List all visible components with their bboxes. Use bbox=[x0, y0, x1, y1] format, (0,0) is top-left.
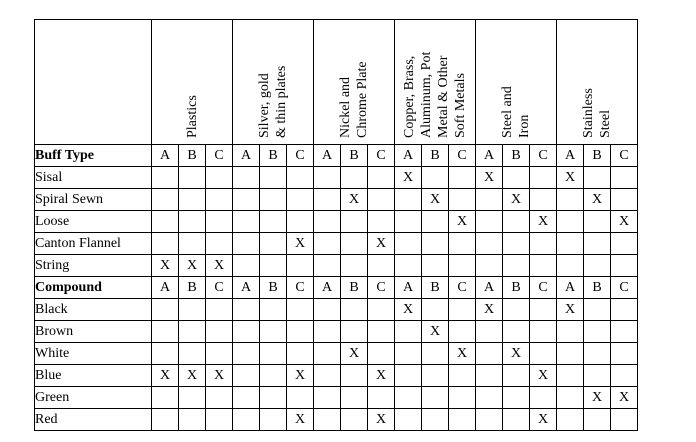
table-cell bbox=[395, 189, 422, 211]
grade-header-cell: B bbox=[503, 277, 530, 299]
table-cell bbox=[341, 233, 368, 255]
header-corner bbox=[35, 20, 152, 145]
table-cell: X bbox=[179, 365, 206, 387]
buff-compound-table bbox=[34, 19, 638, 431]
grade-header-cell: A bbox=[476, 145, 503, 167]
table-cell bbox=[611, 299, 638, 321]
table-cell bbox=[233, 387, 260, 409]
table-cell: X bbox=[179, 255, 206, 277]
table-cell bbox=[611, 255, 638, 277]
table-cell bbox=[314, 233, 341, 255]
table-row bbox=[35, 211, 638, 233]
table-cell bbox=[584, 167, 611, 189]
material-column-header bbox=[152, 20, 233, 145]
table-cell bbox=[206, 211, 233, 233]
table-cell bbox=[206, 409, 233, 431]
grade-header-cell: B bbox=[179, 277, 206, 299]
table-cell bbox=[557, 321, 584, 343]
table-cell: X bbox=[287, 365, 314, 387]
table-cell: X bbox=[449, 211, 476, 233]
table-cell bbox=[152, 343, 179, 365]
table-cell: X bbox=[368, 233, 395, 255]
row-label: Brown bbox=[35, 321, 152, 343]
table-cell bbox=[152, 211, 179, 233]
row-label: String bbox=[35, 255, 152, 277]
table-cell bbox=[368, 211, 395, 233]
table-cell: X bbox=[584, 189, 611, 211]
table-cell bbox=[152, 387, 179, 409]
table-cell bbox=[476, 211, 503, 233]
table-cell bbox=[422, 233, 449, 255]
table-cell bbox=[314, 211, 341, 233]
table-cell bbox=[179, 299, 206, 321]
table-cell bbox=[449, 189, 476, 211]
table-cell bbox=[584, 409, 611, 431]
table-cell bbox=[260, 365, 287, 387]
table-cell bbox=[206, 299, 233, 321]
table-row bbox=[35, 167, 638, 189]
table-cell bbox=[557, 365, 584, 387]
table-cell bbox=[260, 387, 287, 409]
table-cell: X bbox=[611, 211, 638, 233]
table-cell bbox=[503, 299, 530, 321]
grade-header-cell: A bbox=[152, 145, 179, 167]
table-cell bbox=[530, 167, 557, 189]
table-cell: X bbox=[476, 167, 503, 189]
table-cell bbox=[287, 299, 314, 321]
grade-header-cell: C bbox=[611, 277, 638, 299]
table-cell: X bbox=[341, 189, 368, 211]
table-cell bbox=[530, 387, 557, 409]
table-cell bbox=[530, 299, 557, 321]
table-cell bbox=[557, 387, 584, 409]
table-cell bbox=[206, 167, 233, 189]
table-cell bbox=[530, 189, 557, 211]
table-cell bbox=[530, 343, 557, 365]
table-cell bbox=[611, 321, 638, 343]
table-cell bbox=[233, 167, 260, 189]
grade-header-cell: B bbox=[422, 145, 449, 167]
table-cell bbox=[287, 343, 314, 365]
grade-header-cell: B bbox=[584, 145, 611, 167]
table-cell bbox=[611, 189, 638, 211]
table-cell bbox=[611, 365, 638, 387]
table-cell: X bbox=[206, 255, 233, 277]
table-row bbox=[35, 365, 638, 387]
table-cell bbox=[557, 343, 584, 365]
table-cell bbox=[341, 409, 368, 431]
table-cell bbox=[476, 387, 503, 409]
table-cell bbox=[503, 233, 530, 255]
table-cell bbox=[530, 255, 557, 277]
table-cell bbox=[314, 189, 341, 211]
section-header-row bbox=[35, 277, 638, 299]
table-cell bbox=[233, 299, 260, 321]
table-cell bbox=[422, 365, 449, 387]
table-cell bbox=[503, 321, 530, 343]
table-cell bbox=[260, 299, 287, 321]
row-label: Red bbox=[35, 409, 152, 431]
table-cell bbox=[584, 299, 611, 321]
table-cell: X bbox=[341, 343, 368, 365]
table-cell bbox=[449, 387, 476, 409]
table-cell bbox=[449, 255, 476, 277]
table-cell bbox=[341, 299, 368, 321]
grade-header-cell: A bbox=[557, 277, 584, 299]
grade-header-cell: B bbox=[260, 277, 287, 299]
table-cell bbox=[341, 211, 368, 233]
table-cell bbox=[422, 387, 449, 409]
grade-header-cell: B bbox=[503, 145, 530, 167]
section-header-row bbox=[35, 145, 638, 167]
material-column-header bbox=[476, 20, 557, 145]
header-row bbox=[35, 20, 638, 145]
table-cell bbox=[449, 321, 476, 343]
table-cell bbox=[395, 409, 422, 431]
table-cell bbox=[503, 211, 530, 233]
table-cell bbox=[206, 233, 233, 255]
table-cell bbox=[395, 321, 422, 343]
table-cell bbox=[287, 189, 314, 211]
table-cell bbox=[476, 365, 503, 387]
table-cell bbox=[476, 409, 503, 431]
table-cell bbox=[503, 387, 530, 409]
table-cell bbox=[341, 321, 368, 343]
grade-header-cell: C bbox=[449, 277, 476, 299]
grade-header-cell: A bbox=[314, 277, 341, 299]
table-cell bbox=[449, 365, 476, 387]
grade-header-cell: C bbox=[530, 145, 557, 167]
table-cell bbox=[260, 321, 287, 343]
table-cell bbox=[152, 189, 179, 211]
table-cell bbox=[557, 409, 584, 431]
table-cell bbox=[314, 167, 341, 189]
table-cell bbox=[314, 365, 341, 387]
table-cell bbox=[233, 211, 260, 233]
grade-header-cell: A bbox=[395, 145, 422, 167]
table-row bbox=[35, 255, 638, 277]
table-row bbox=[35, 343, 638, 365]
table-cell bbox=[233, 189, 260, 211]
table-cell bbox=[152, 299, 179, 321]
table-row bbox=[35, 233, 638, 255]
material-label: Silver, gold & thin plates bbox=[257, 65, 289, 138]
table-cell: X bbox=[557, 167, 584, 189]
table-cell bbox=[179, 343, 206, 365]
table-cell bbox=[314, 255, 341, 277]
table-cell bbox=[584, 233, 611, 255]
table-cell bbox=[368, 167, 395, 189]
table-cell bbox=[314, 387, 341, 409]
row-label: Blue bbox=[35, 365, 152, 387]
table-cell bbox=[368, 189, 395, 211]
table-cell bbox=[368, 321, 395, 343]
table-cell bbox=[260, 343, 287, 365]
grade-header-cell: C bbox=[449, 145, 476, 167]
material-label: Plastics bbox=[184, 95, 200, 138]
table-cell bbox=[584, 255, 611, 277]
table-cell bbox=[395, 387, 422, 409]
table-cell bbox=[422, 409, 449, 431]
table-cell: X bbox=[530, 211, 557, 233]
table-cell bbox=[449, 167, 476, 189]
material-column-header bbox=[233, 20, 314, 145]
grade-header-cell: C bbox=[368, 277, 395, 299]
table-cell: X bbox=[287, 233, 314, 255]
table-cell bbox=[557, 189, 584, 211]
grade-header-cell: C bbox=[206, 145, 233, 167]
table-cell bbox=[503, 409, 530, 431]
table-cell bbox=[395, 255, 422, 277]
table-cell bbox=[314, 299, 341, 321]
table-cell bbox=[611, 167, 638, 189]
table-cell bbox=[368, 255, 395, 277]
table-cell bbox=[179, 409, 206, 431]
material-label: Copper, Brass, Aluminum, Pot Metal & Other Soft Metals bbox=[402, 51, 468, 138]
table-cell bbox=[584, 365, 611, 387]
table-cell bbox=[260, 409, 287, 431]
table-cell bbox=[260, 167, 287, 189]
table-cell bbox=[233, 365, 260, 387]
row-label: Green bbox=[35, 387, 152, 409]
grade-header-cell: C bbox=[368, 145, 395, 167]
table-cell bbox=[260, 211, 287, 233]
table-cell bbox=[179, 233, 206, 255]
table-cell bbox=[449, 409, 476, 431]
grade-header-cell: B bbox=[260, 145, 287, 167]
material-column-header bbox=[557, 20, 638, 145]
table-cell bbox=[341, 387, 368, 409]
row-label: Canton Flannel bbox=[35, 233, 152, 255]
grade-header-cell: A bbox=[233, 277, 260, 299]
table-cell: X bbox=[476, 299, 503, 321]
table-cell bbox=[422, 343, 449, 365]
row-label: White bbox=[35, 343, 152, 365]
table-cell bbox=[341, 255, 368, 277]
table-cell: X bbox=[287, 409, 314, 431]
table-cell bbox=[179, 321, 206, 343]
table-cell bbox=[179, 387, 206, 409]
table-cell: X bbox=[152, 365, 179, 387]
table-cell: X bbox=[368, 365, 395, 387]
table-row bbox=[35, 189, 638, 211]
table-cell bbox=[287, 167, 314, 189]
table-cell bbox=[449, 233, 476, 255]
table-cell bbox=[422, 167, 449, 189]
row-label: Sisal bbox=[35, 167, 152, 189]
table-cell: X bbox=[503, 189, 530, 211]
table-cell bbox=[287, 255, 314, 277]
grade-header-cell: B bbox=[179, 145, 206, 167]
table-cell bbox=[341, 167, 368, 189]
table-cell bbox=[233, 343, 260, 365]
table-cell bbox=[233, 233, 260, 255]
table-body bbox=[35, 145, 638, 431]
table-cell bbox=[422, 255, 449, 277]
table-cell bbox=[449, 299, 476, 321]
table-cell: X bbox=[422, 189, 449, 211]
table-cell: X bbox=[530, 365, 557, 387]
table-cell bbox=[152, 409, 179, 431]
table-cell bbox=[206, 343, 233, 365]
row-label: Spiral Sewn bbox=[35, 189, 152, 211]
table-cell bbox=[557, 255, 584, 277]
row-label: Black bbox=[35, 299, 152, 321]
table-cell bbox=[233, 321, 260, 343]
section-label: Buff Type bbox=[35, 145, 152, 167]
table-cell bbox=[476, 343, 503, 365]
grade-header-cell: B bbox=[341, 277, 368, 299]
table-cell bbox=[206, 189, 233, 211]
material-label: Nickel and Chrome Plate bbox=[338, 61, 370, 138]
table-cell bbox=[233, 255, 260, 277]
grade-header-cell: C bbox=[206, 277, 233, 299]
table-cell bbox=[584, 211, 611, 233]
table-cell bbox=[260, 233, 287, 255]
row-label: Loose bbox=[35, 211, 152, 233]
section-label: Compound bbox=[35, 277, 152, 299]
table-cell bbox=[314, 321, 341, 343]
table-cell bbox=[395, 365, 422, 387]
table-cell bbox=[368, 299, 395, 321]
table-cell: X bbox=[584, 387, 611, 409]
table-cell bbox=[152, 167, 179, 189]
grade-header-cell: C bbox=[530, 277, 557, 299]
table-cell bbox=[584, 321, 611, 343]
grade-header-cell: B bbox=[584, 277, 611, 299]
table-cell: X bbox=[503, 343, 530, 365]
table-cell bbox=[611, 233, 638, 255]
table-cell: X bbox=[152, 255, 179, 277]
table-cell bbox=[503, 167, 530, 189]
grade-header-cell: A bbox=[395, 277, 422, 299]
table-cell bbox=[476, 321, 503, 343]
table-row bbox=[35, 409, 638, 431]
table-cell bbox=[395, 343, 422, 365]
table-cell bbox=[395, 211, 422, 233]
table-cell: X bbox=[557, 299, 584, 321]
table-cell bbox=[233, 409, 260, 431]
table-cell: X bbox=[368, 409, 395, 431]
table-cell bbox=[476, 189, 503, 211]
table-cell: X bbox=[395, 167, 422, 189]
grade-header-cell: B bbox=[341, 145, 368, 167]
table-cell bbox=[314, 409, 341, 431]
table-cell bbox=[179, 211, 206, 233]
table-row bbox=[35, 387, 638, 409]
table-cell bbox=[287, 321, 314, 343]
table-row bbox=[35, 321, 638, 343]
table-cell bbox=[260, 255, 287, 277]
table-cell bbox=[557, 233, 584, 255]
table-cell bbox=[584, 343, 611, 365]
grade-header-cell: A bbox=[233, 145, 260, 167]
table-cell: X bbox=[395, 299, 422, 321]
table-cell bbox=[206, 387, 233, 409]
table-cell bbox=[422, 299, 449, 321]
table-cell bbox=[395, 233, 422, 255]
table-cell bbox=[530, 321, 557, 343]
table-cell bbox=[179, 189, 206, 211]
table-row bbox=[35, 299, 638, 321]
table-cell bbox=[287, 211, 314, 233]
grade-header-cell: B bbox=[422, 277, 449, 299]
table-cell bbox=[557, 211, 584, 233]
table-cell bbox=[503, 365, 530, 387]
table-cell: X bbox=[611, 387, 638, 409]
table-cell bbox=[179, 167, 206, 189]
grade-header-cell: C bbox=[287, 145, 314, 167]
grade-header-cell: A bbox=[557, 145, 584, 167]
table-cell: X bbox=[449, 343, 476, 365]
table-cell bbox=[530, 233, 557, 255]
table-cell bbox=[503, 255, 530, 277]
grade-header-cell: C bbox=[611, 145, 638, 167]
table-cell bbox=[368, 387, 395, 409]
table-cell bbox=[341, 365, 368, 387]
grade-header-cell: C bbox=[287, 277, 314, 299]
table-cell bbox=[368, 343, 395, 365]
table-cell bbox=[314, 343, 341, 365]
table-cell bbox=[152, 321, 179, 343]
table-cell bbox=[422, 211, 449, 233]
table-cell bbox=[287, 387, 314, 409]
table-cell bbox=[476, 233, 503, 255]
table-cell: X bbox=[206, 365, 233, 387]
table-cell bbox=[152, 233, 179, 255]
material-column-header bbox=[395, 20, 476, 145]
grade-header-cell: A bbox=[314, 145, 341, 167]
table-cell bbox=[206, 321, 233, 343]
table-cell: X bbox=[530, 409, 557, 431]
table-cell bbox=[611, 409, 638, 431]
grade-header-cell: A bbox=[476, 277, 503, 299]
table-cell bbox=[611, 343, 638, 365]
material-label: Stainless Steel bbox=[581, 88, 613, 138]
grade-header-cell: A bbox=[152, 277, 179, 299]
table-cell bbox=[476, 255, 503, 277]
material-column-header bbox=[314, 20, 395, 145]
material-label: Steel and Iron bbox=[500, 86, 532, 138]
table-cell bbox=[260, 189, 287, 211]
table-cell: X bbox=[422, 321, 449, 343]
